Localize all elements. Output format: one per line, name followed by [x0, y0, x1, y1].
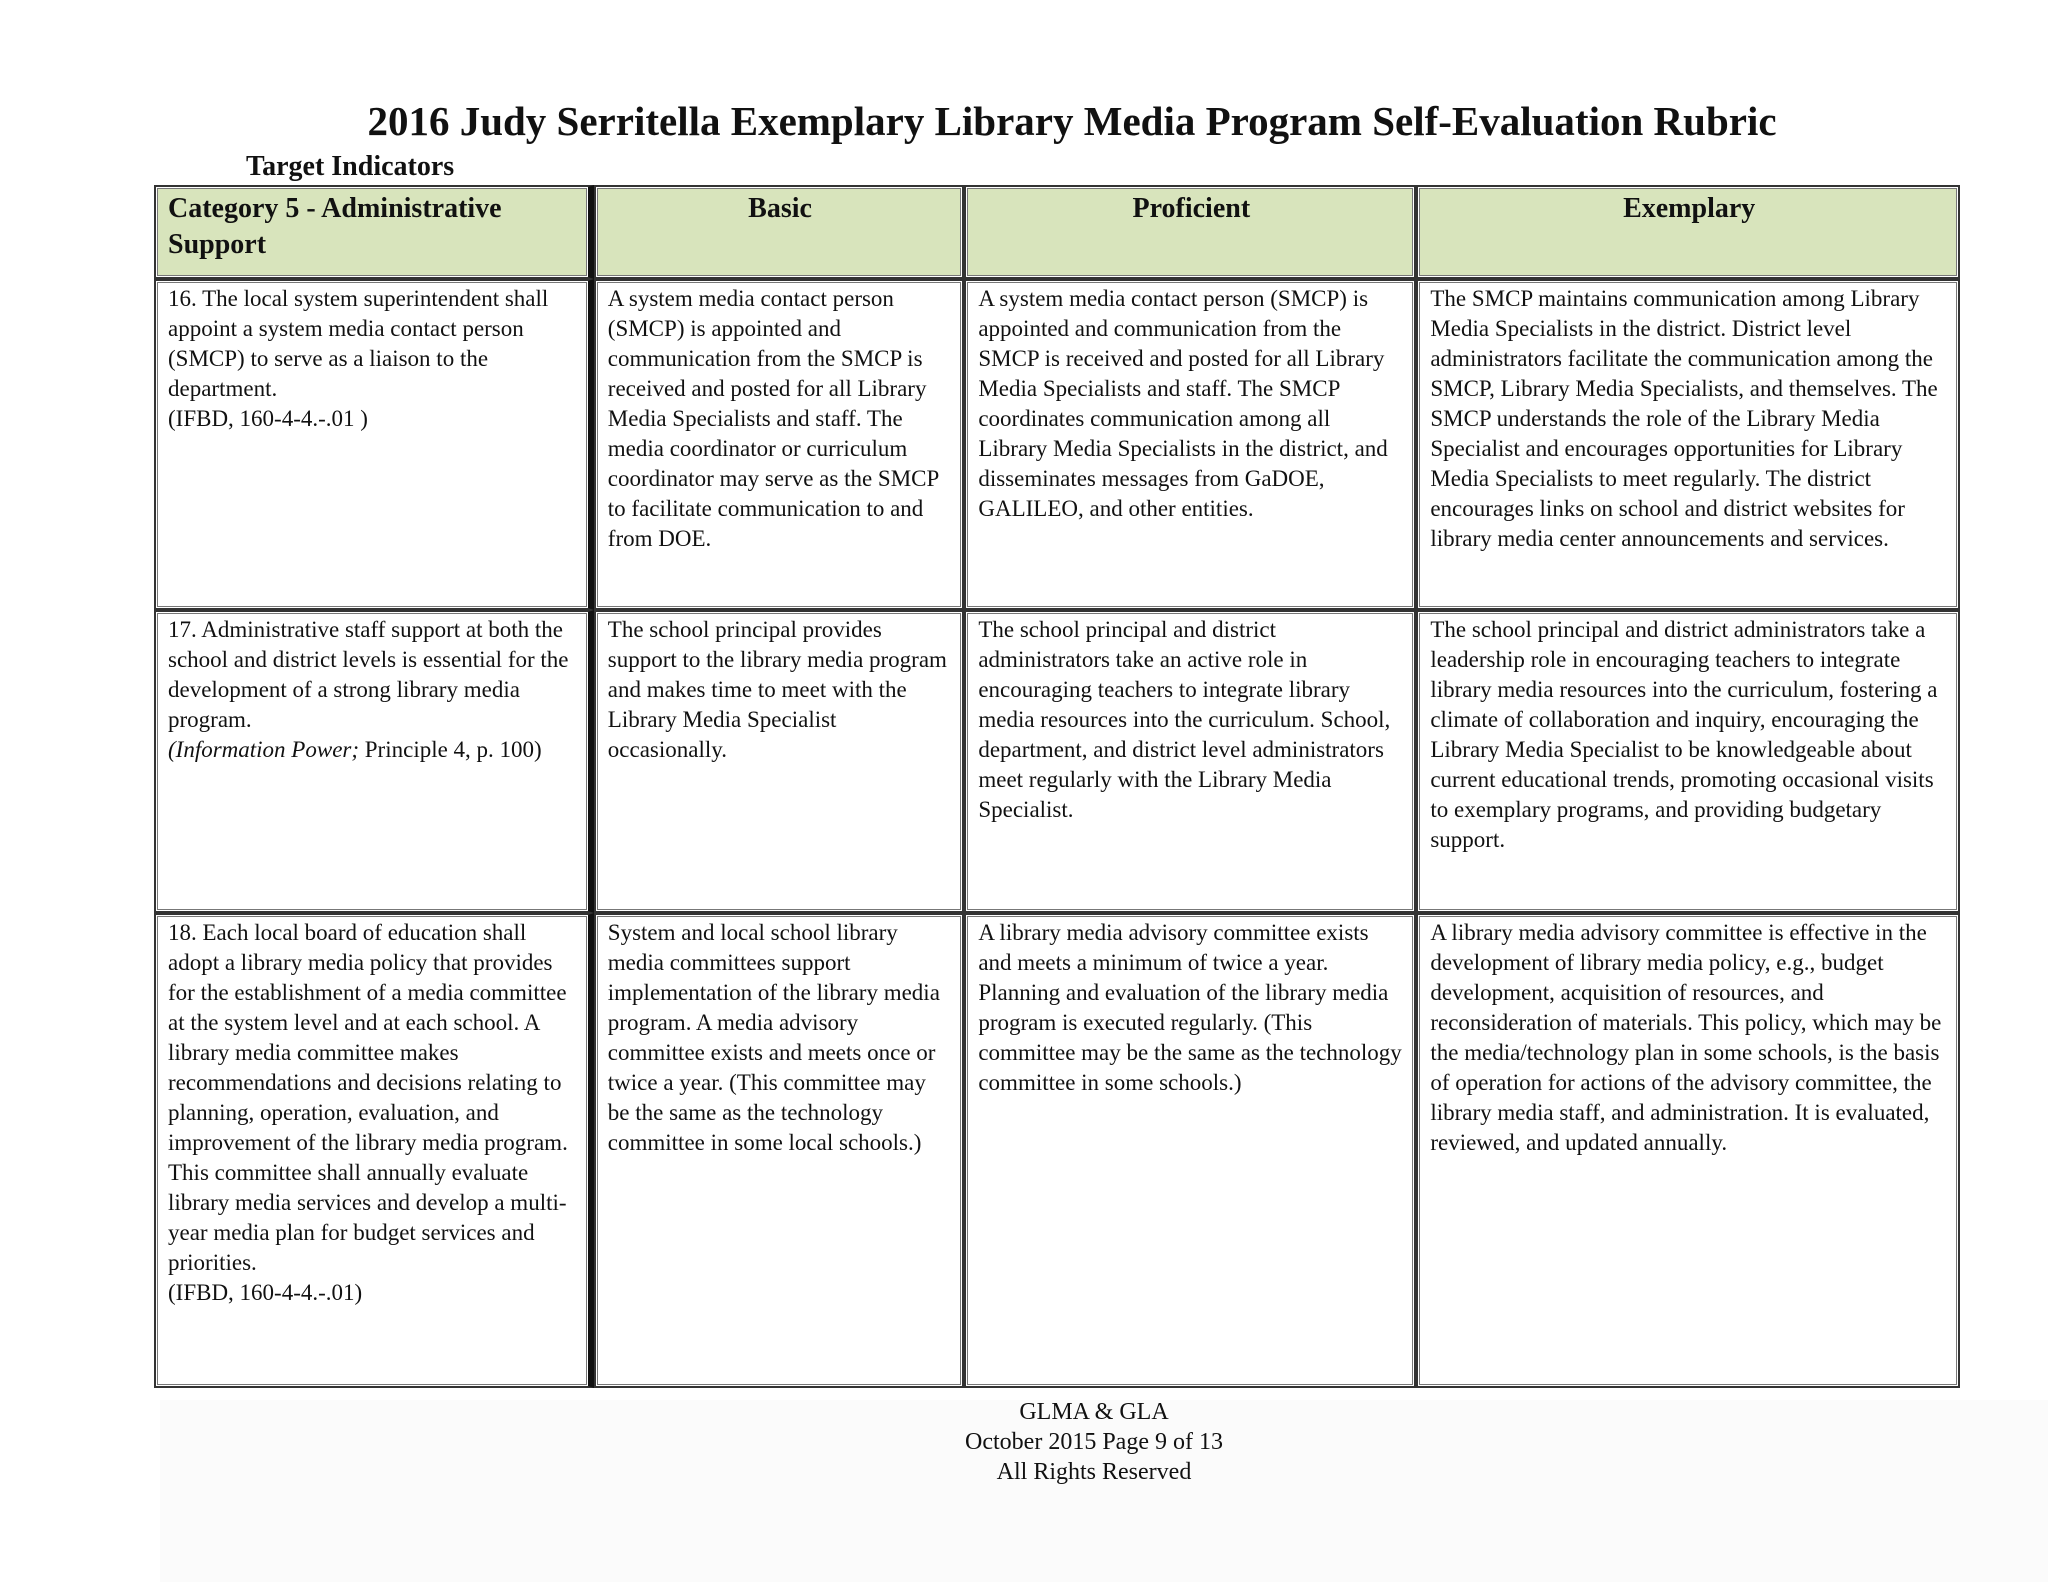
- indicator-text: 16. The local system superintendent shall appoint a system media contact person (SMCP) to serve as a liaison to the department.: [168, 286, 549, 401]
- page-title: 2016 Judy Serritella Exemplary Library Media Program Self-Evaluation Rubric: [367, 98, 1777, 144]
- footer-organization: GLMA & GLA: [1019, 1399, 1169, 1425]
- page-footer: [0, 1397, 2048, 1487]
- header-basic: Basic: [594, 185, 965, 279]
- section-subtitle: Target Indicators: [246, 151, 455, 182]
- basic-cell: System and local school library media committees support implementation of the library media program. A media advisory committee exists and meets once or twice a year. (This committee may be the same as the technology committee in some local schools.): [594, 913, 965, 1388]
- rubric-table: [154, 185, 1960, 1388]
- indicator-text: 18. Each local board of education shall adopt a library media policy that provides for the establishment of a media committee at the system level and at each school. A library media committee makes recommendations and decisions relating to planning, operation, evaluation, and improvement of the library media program. This committee shall annually evaluate library media services and develop a multi-year media plan for budget services and priorities.: [168, 920, 568, 1275]
- basic-cell: The school principal provides support to the library media program and makes time to meet with the Library Media Specialist occasionally.: [594, 610, 965, 913]
- header-category: Category 5 - Administrative Support: [154, 185, 594, 279]
- table-row: [154, 279, 1960, 610]
- proficient-cell: The school principal and district administrators take an active role in encouraging teachers to integrate library media resources into the curriculum. School, department, and district level administrators meet regularly with the Library Media Specialist.: [964, 610, 1416, 913]
- proficient-cell: A library media advisory committee exists and meets a minimum of twice a year. Planning and evaluation of the library media program is executed regularly. (This committee may be the same as the technology committee in some schools.): [964, 913, 1416, 1388]
- exemplary-cell: A library media advisory committee is effective in the development of library media policy, e.g., budget development, acquisition of resources, and reconsideration of materials. This policy, which may be the media/technology plan in some schools, is the basis of operation for actions of the advisory committee, the library media staff, and administration. It is evaluated, reviewed, and updated annually.: [1416, 913, 1960, 1388]
- exemplary-cell: The SMCP maintains communication among Library Media Specialists in the district. District level administrators facilitate the communication among the SMCP, Library Media Specialists, and themselves. The SMCP understands the role of the Library Media Specialist and encourages opportunities for Library Media Specialists to meet regularly. The district encourages links on school and district websites for library media center announcements and services.: [1416, 279, 1960, 610]
- indicator-citation: (IFBD, 160-4-4.-.01): [168, 1280, 363, 1305]
- footer-page-info: October 2015 Page 9 of 13: [965, 1429, 1223, 1455]
- indicator-cell: [154, 279, 594, 610]
- indicator-text: 17. Administrative staff support at both the school and district levels is essential for the development of a strong library media program.: [168, 617, 569, 732]
- citation-source: (Information Power;: [168, 737, 360, 762]
- indicator-citation: (IFBD, 160-4-4.-.01 ): [168, 406, 368, 431]
- table-row: [154, 913, 1960, 1388]
- proficient-cell: A system media contact person (SMCP) is appointed and communication from the SMCP is received and posted for all Library Media Specialists and staff. The SMCP coordinates communication among all Library Media Specialists in the district, and disseminates messages from GaDOE, GALILEO, and other entities.: [964, 279, 1416, 610]
- footer-rights: All Rights Reserved: [996, 1459, 1192, 1485]
- exemplary-cell: The school principal and district administrators take a leadership role in encouraging teachers to integrate library media resources into the curriculum, fostering a climate of collaboration and inquiry, encouraging the Library Media Specialist to be knowledgeable about current educational trends, promoting occasional visits to exemplary programs, and providing budgetary support.: [1416, 610, 1960, 913]
- basic-cell: A system media contact person (SMCP) is appointed and communication from the SMCP is received and posted for all Library Media Specialists and staff. The media coordinator or curriculum coordinator may serve as the SMCP to facilitate communication to and from DOE.: [594, 279, 965, 610]
- indicator-cell: [154, 913, 594, 1388]
- header-proficient: Proficient: [964, 185, 1416, 279]
- indicator-citation: [168, 735, 578, 765]
- header-exemplary: Exemplary: [1416, 185, 1960, 279]
- indicator-cell: [154, 610, 594, 913]
- table-header-row: [154, 185, 1960, 279]
- citation-detail: Principle 4, p. 100): [359, 737, 542, 762]
- table-row: [154, 610, 1960, 913]
